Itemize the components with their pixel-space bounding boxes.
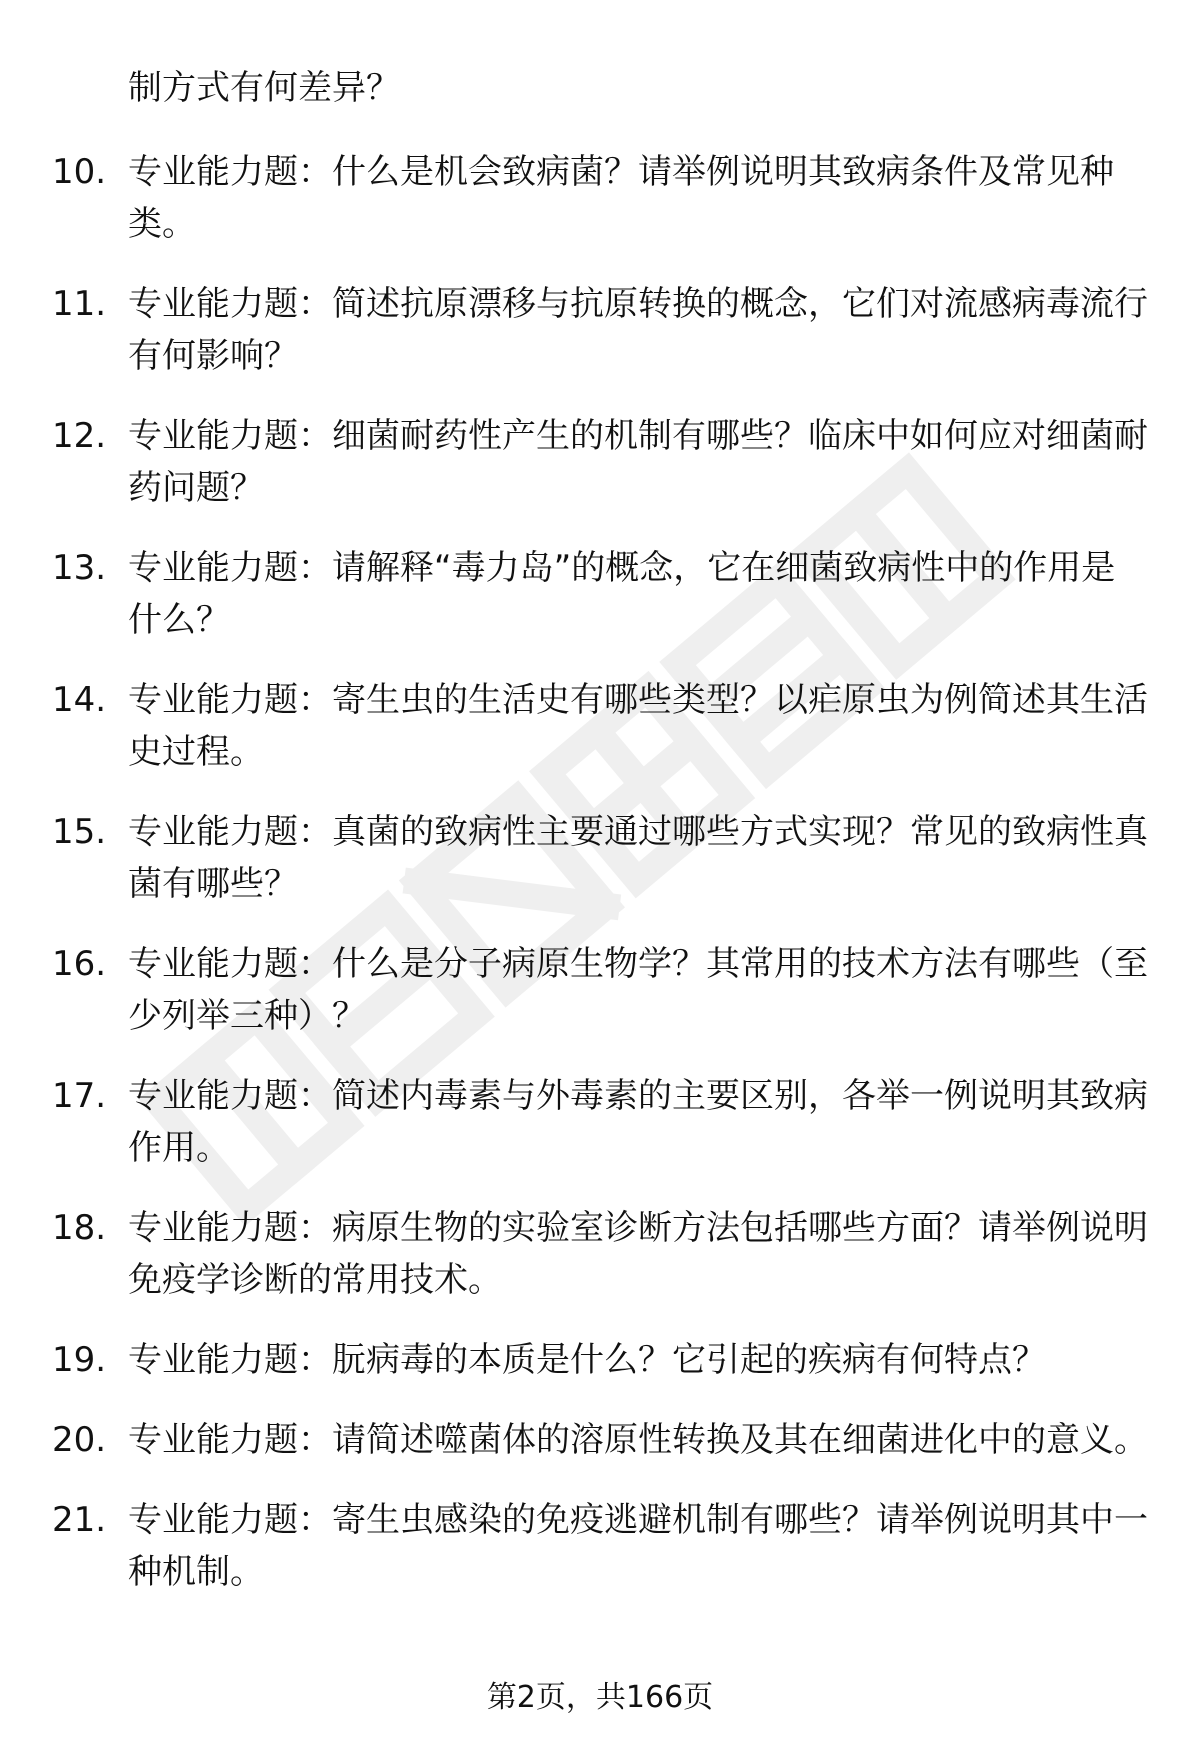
question-text: 专业能力题：朊病毒的本质是什么？它引起的疾病有何特点？: [128, 1340, 1046, 1380]
question-number: 13.: [52, 548, 107, 588]
question-text: 专业能力题：真菌的致病性主要通过哪些方式实现？常见的致病性真菌有哪些？: [128, 812, 1148, 904]
question-text: 专业能力题：什么是机会致病菌？请举例说明其致病条件及常见种类。: [128, 152, 1114, 244]
continuation-text: 制方式有何差异？: [128, 68, 400, 108]
question-item: [52, 278, 1152, 382]
question-number: 16.: [52, 944, 107, 984]
question-number: 19.: [52, 1340, 107, 1380]
question-item: [52, 410, 1152, 514]
question-item: [52, 542, 1152, 646]
question-number: 12.: [52, 416, 107, 456]
question-item: [52, 1494, 1152, 1598]
question-item: [52, 1334, 1152, 1386]
question-text: 专业能力题：简述内毒素与外毒素的主要区别，各举一例说明其致病作用。: [128, 1076, 1148, 1168]
question-number: 11.: [52, 284, 107, 324]
question-text: 专业能力题：寄生虫感染的免疫逃避机制有哪些？请举例说明其中一种机制。: [128, 1500, 1148, 1592]
question-text: 专业能力题：简述抗原漂移与抗原转换的概念，它们对流感病毒流行有何影响？: [128, 284, 1148, 376]
question-number: 14.: [52, 680, 107, 720]
page-footer: 第2页，共166页: [486, 1680, 714, 1715]
question-number: 15.: [52, 812, 107, 852]
question-number: 21.: [52, 1500, 107, 1540]
question-text: 专业能力题：细菌耐药性产生的机制有哪些？临床中如何应对细菌耐药问题？: [128, 416, 1148, 508]
question-item: [52, 938, 1152, 1042]
question-item: [52, 1414, 1152, 1466]
question-text: 专业能力题：请解释“毒力岛”的概念，它在细菌致病性中的作用是什么？: [128, 548, 1116, 640]
question-text: 专业能力题：寄生虫的生活史有哪些类型？以疟原虫为例简述其生活史过程。: [128, 680, 1148, 772]
question-number: 17.: [52, 1076, 107, 1116]
question-number: 20.: [52, 1420, 107, 1460]
question-number: 18.: [52, 1208, 107, 1248]
question-list: [52, 146, 1152, 1626]
question-item: [52, 146, 1152, 250]
question-item: [52, 1070, 1152, 1174]
question-item: [52, 1202, 1152, 1306]
question-item: [52, 806, 1152, 910]
question-text: 专业能力题：请简述噬菌体的溶原性转换及其在细菌进化中的意义。: [128, 1420, 1148, 1460]
question-text: 专业能力题：什么是分子病原生物学？其常用的技术方法有哪些（至少列举三种）？: [128, 944, 1148, 1036]
question-item: [52, 674, 1152, 778]
question-number: 10.: [52, 152, 107, 192]
question-text: 专业能力题：病原生物的实验室诊断方法包括哪些方面？请举例说明免疫学诊断的常用技术。: [128, 1208, 1148, 1300]
